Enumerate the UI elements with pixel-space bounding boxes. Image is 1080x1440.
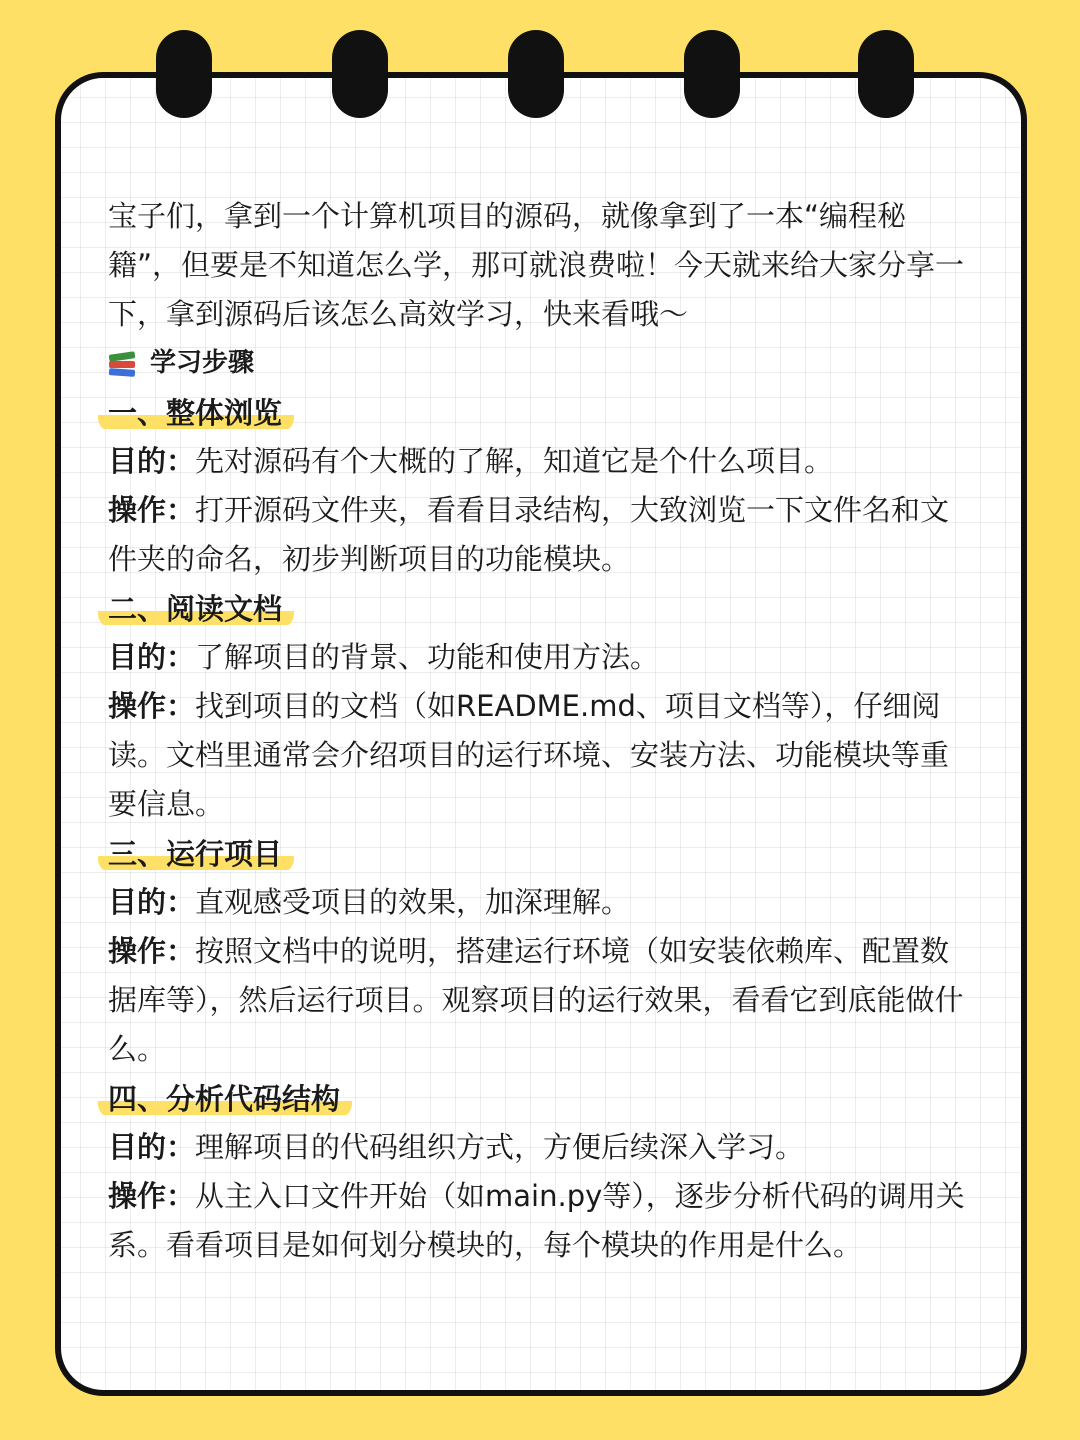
binder-ring [156,30,212,118]
section-heading [108,829,968,878]
section-heading [108,1074,968,1123]
purpose-text: 理解项目的代码组织方式，方便后续深入学习。 [195,1130,805,1164]
article-body [108,192,968,1270]
purpose-line [108,878,968,927]
purpose-label: 目的： [108,1130,196,1164]
operation-label: 操作： [108,934,196,968]
binder-ring [332,30,388,118]
operation-text: 打开源码文件夹，看看目录结构，大致浏览一下文件名和文件夹的命名，初步判断项目的功能模块。 [108,493,950,576]
operation-text: 找到项目的文档（如README.md、项目文档等），仔细阅读。文档里通常会介绍项目的运行环境、安装方法、功能模块等重要信息。 [108,689,950,821]
purpose-text: 了解项目的背景、功能和使用方法。 [195,640,660,674]
section-heading-text: 二、阅读文档 [98,590,294,628]
purpose-label: 目的： [108,885,196,919]
section-heading [108,388,968,437]
books-icon [108,350,136,378]
section-heading-text: 一、整体浏览 [98,394,294,432]
operation-line [108,682,968,829]
section-heading-text: 三、运行项目 [98,835,294,873]
operation-line [108,1172,968,1270]
purpose-label: 目的： [108,444,196,478]
binder-ring [508,30,564,118]
section-heading [108,584,968,633]
purpose-line [108,633,968,682]
purpose-line [108,437,968,486]
purpose-line [108,1123,968,1172]
section-heading-text: 四、分析代码结构 [98,1080,352,1118]
operation-label: 操作： [108,689,196,723]
operation-label: 操作： [108,493,196,527]
steps-title [108,339,968,388]
binder-ring [858,30,914,118]
purpose-text: 直观感受项目的效果，加深理解。 [195,885,631,919]
operation-line [108,927,968,1074]
purpose-label: 目的： [108,640,196,674]
purpose-text: 先对源码有个大概的了解，知道它是个什么项目。 [195,444,834,478]
binder-ring [684,30,740,118]
operation-line [108,486,968,584]
operation-label: 操作： [108,1179,196,1213]
steps-title-text: 学习步骤 [150,348,255,378]
operation-text: 从主入口文件开始（如main.py等），逐步分析代码的调用关系。看看项目是如何划分模块的，每个模块的作用是什么。 [108,1179,965,1262]
operation-text: 按照文档中的说明，搭建运行环境（如安装依赖库、配置数据库等），然后运行项目。观察项目的运行效果，看看它到底能做什么。 [108,934,964,1066]
intro-paragraph: 宝子们，拿到一个计算机项目的源码，就像拿到了一本“编程秘籍”，但要是不知道怎么学，那可就浪费啦！今天就来给大家分享一下，拿到源码后该怎么高效学习，快来看哦～ [108,199,965,331]
